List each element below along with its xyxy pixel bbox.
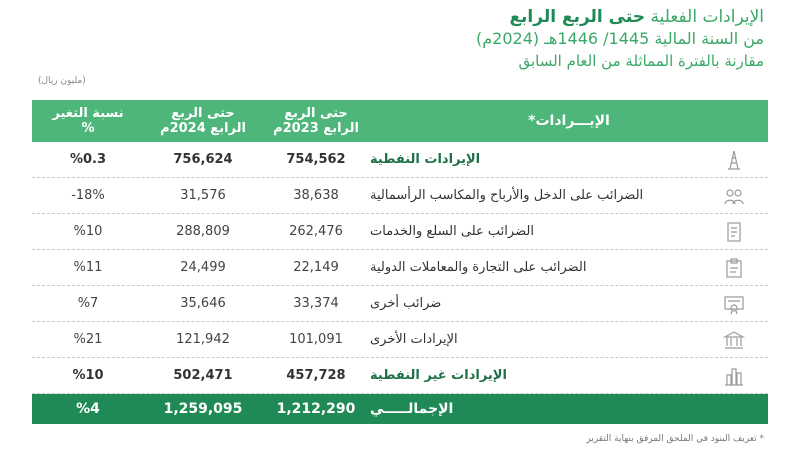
header-2024: حتى الربع الرابع 2024م: [160, 106, 246, 136]
pct-cell: %0.3: [69, 152, 107, 167]
table-header: [32, 100, 768, 142]
pct-cell: %10: [73, 224, 103, 239]
table-row: [32, 250, 768, 286]
table-row: [32, 286, 768, 322]
title-block: [204, 6, 764, 72]
total-pct: %4: [76, 401, 100, 417]
table-row: [32, 142, 768, 178]
total-label: الإجمالـــــي: [370, 401, 454, 417]
value-2023: 457,728: [286, 368, 346, 383]
pct-cell: %7: [77, 296, 99, 311]
header-label: الإيـــرادات*: [528, 112, 610, 129]
footnote: * تعريف البنود في الملحق المرفق بنهاية التقرير: [586, 434, 764, 444]
value-2024: 502,471: [173, 368, 233, 383]
value-2024: 288,809: [176, 224, 230, 239]
value-2023: 262,476: [289, 224, 343, 239]
city-icon: [700, 358, 768, 393]
table-row: [32, 358, 768, 394]
total-2023: 1,212,290: [276, 401, 356, 417]
value-2023: 38,638: [293, 188, 339, 203]
row-label: الإيرادات النفطية: [370, 152, 481, 167]
title-bold: حتى الربع الرابع: [509, 7, 646, 27]
title-prefix: الإيرادات الفعلية: [650, 7, 764, 27]
total-row: [32, 394, 768, 424]
pct-cell: %11: [73, 260, 103, 275]
row-label: ضرائب أخرى: [370, 296, 442, 311]
value-2023: 22,149: [293, 260, 339, 275]
value-2023: 754,562: [286, 152, 346, 167]
row-label: الإيرادات غير النفطية: [370, 368, 507, 383]
pct-cell: -18%: [71, 188, 105, 203]
row-label: الضرائب على الدخل والأرباح والمكاسب الرأسمالية: [370, 188, 644, 203]
receipt-icon: [700, 214, 768, 249]
row-label: الضرائب على السلع والخدمات: [370, 224, 534, 239]
pct-cell: %21: [73, 332, 103, 347]
revenue-table: [32, 100, 768, 424]
value-2024: 24,499: [180, 260, 226, 275]
header-pct: نسبة التغير %: [52, 106, 124, 136]
table-row: [32, 214, 768, 250]
bank-icon: [700, 322, 768, 357]
table-row: [32, 178, 768, 214]
value-2023: 101,091: [289, 332, 343, 347]
value-2024: 31,576: [180, 188, 226, 203]
oil-derrick-icon: [700, 142, 768, 177]
title-line-1: [204, 6, 764, 28]
value-2024: 121,942: [176, 332, 230, 347]
pct-cell: %10: [72, 368, 104, 383]
value-2024: 35,646: [180, 296, 226, 311]
value-2024: 756,624: [173, 152, 233, 167]
title-line-3: مقارنة بالفترة المماثلة من العام السابق: [518, 52, 764, 70]
value-2023: 33,374: [293, 296, 339, 311]
title-line-2: من السنة المالية 1445/ 1446هـ (2024م): [476, 29, 764, 48]
row-label: الضرائب على التجارة والمعاملات الدولية: [370, 260, 587, 275]
header-2023: حتى الربع الرابع 2023م: [273, 106, 359, 136]
people-tax-icon: [700, 178, 768, 213]
row-label: الإيرادات الأخرى: [370, 332, 458, 347]
certificate-icon: [700, 286, 768, 321]
clipboard-icon: [700, 250, 768, 285]
total-2024: 1,259,095: [163, 401, 243, 417]
table-row: [32, 322, 768, 358]
unit-note: (مليون ريال): [38, 76, 86, 86]
